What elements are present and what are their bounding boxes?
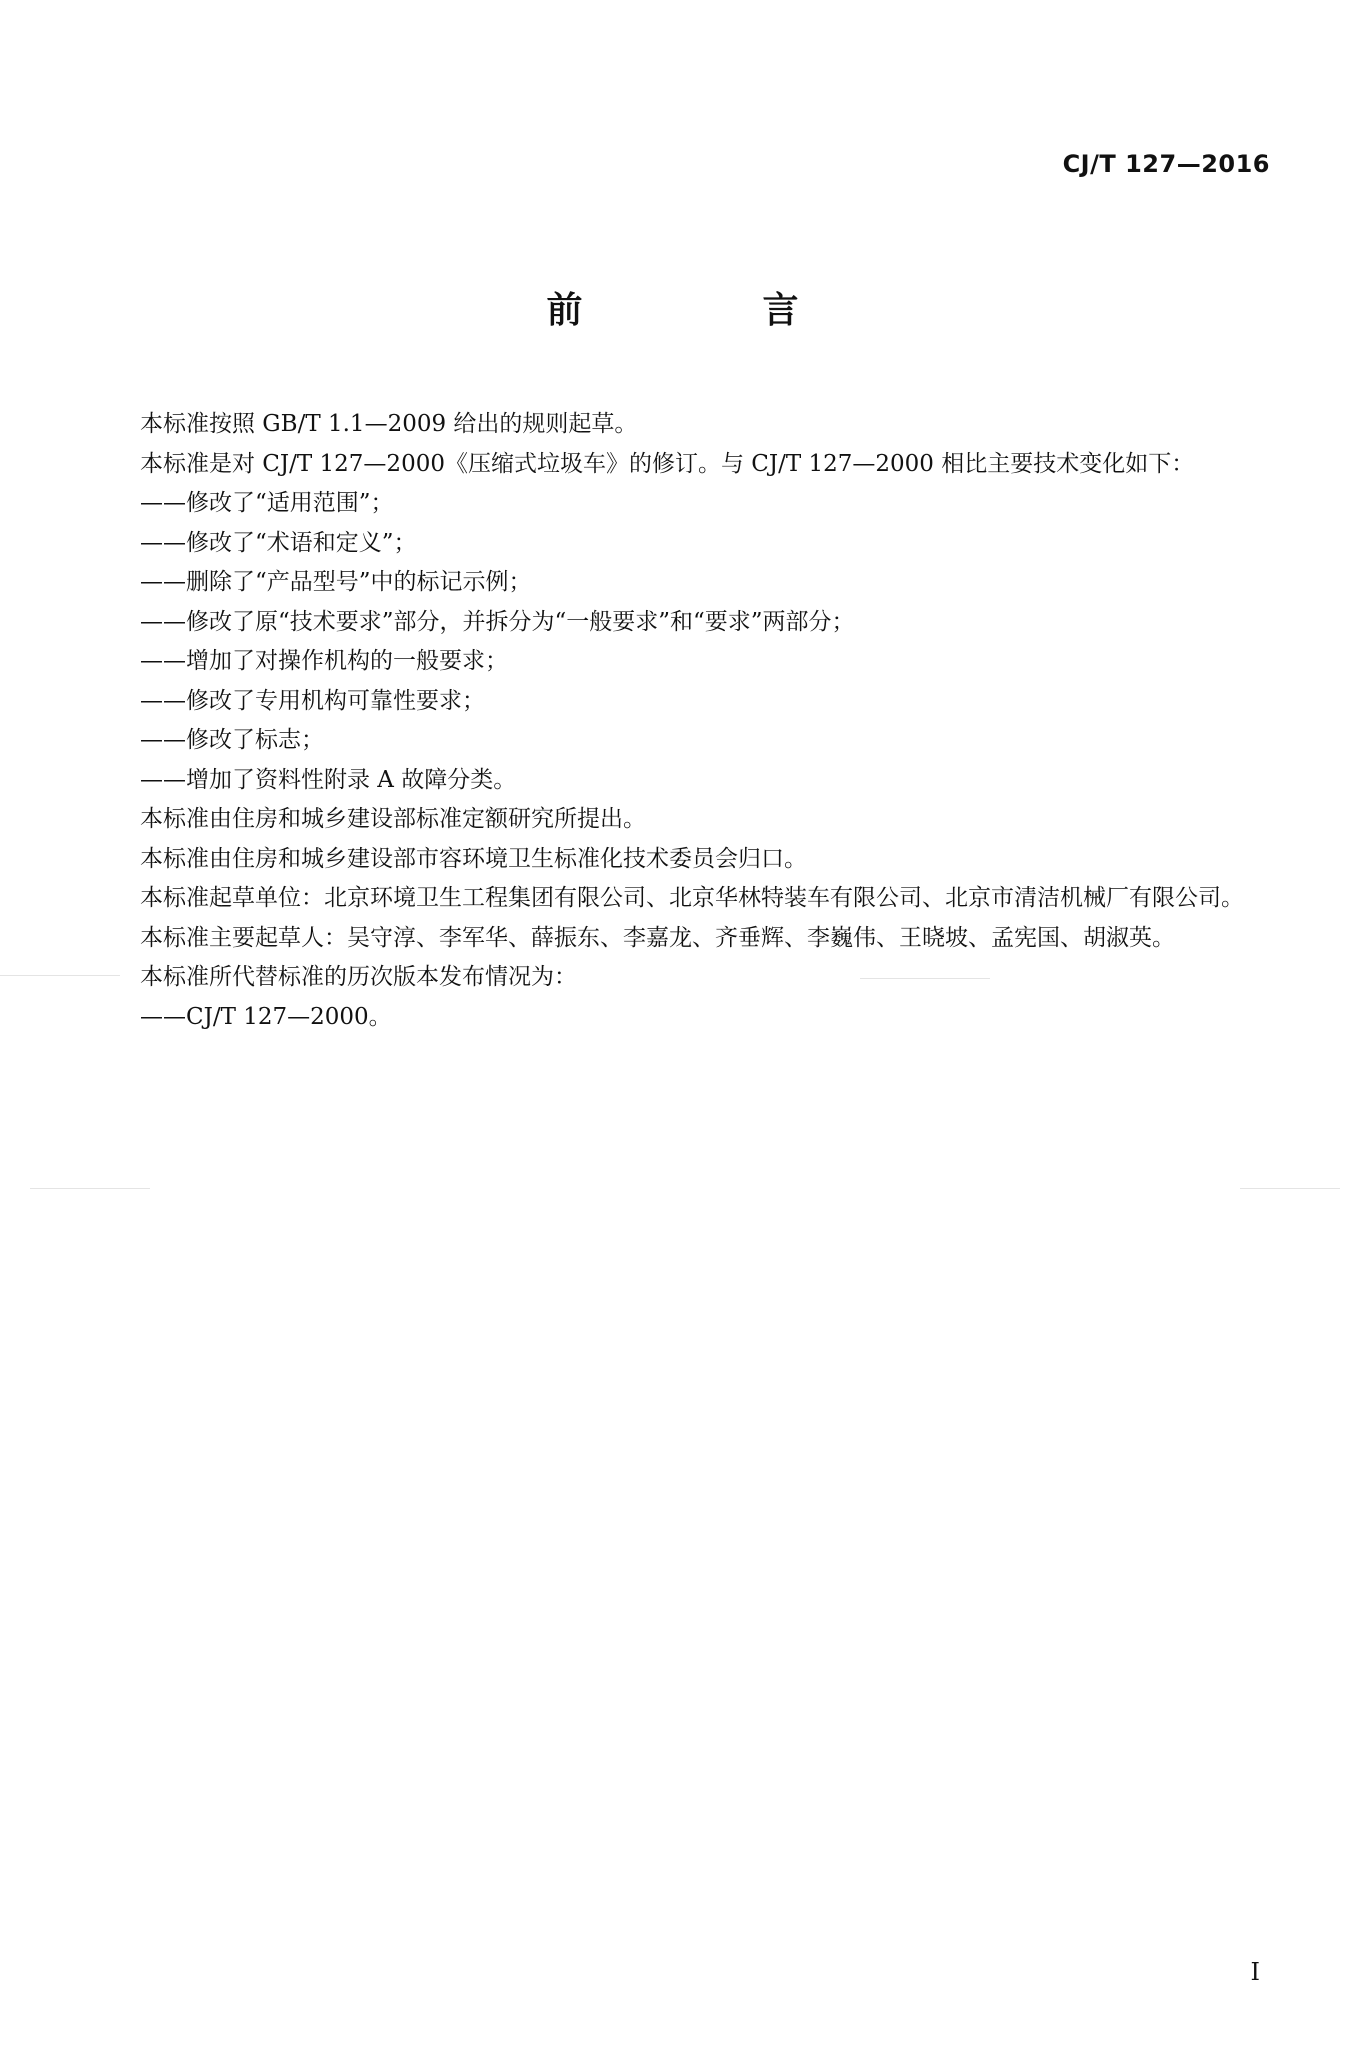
page-number: I [1250, 1958, 1260, 1986]
paragraph-history-intro: 本标准所代替标准的历次版本发布情况为： [140, 964, 577, 990]
paragraph-proposer: 本标准由住房和城乡建设部标准定额研究所提出。 [140, 806, 646, 832]
change-item: ——修改了“术语和定义”； [140, 529, 417, 556]
change-item: ——增加了资料性附录 A 故障分类。 [140, 766, 517, 793]
document-code: CJ/T 127—2016 [1062, 150, 1270, 178]
scan-artifact-line [860, 978, 990, 979]
paragraph-drafting-rules: 本标准按照 GB/T 1.1—2009 给出的规则起草。 [140, 411, 638, 437]
change-item: ——增加了对操作机构的一般要求； [140, 648, 508, 674]
scan-artifact-line [1240, 1188, 1340, 1189]
history-item: ——CJ/T 127—2000。 [140, 1003, 392, 1030]
change-item: ——修改了标志； [140, 727, 324, 753]
change-item: ——修改了“适用范围”； [140, 490, 394, 516]
page-title: 前 言 [546, 290, 871, 331]
change-item: ——修改了原“技术要求”部分，并拆分为“一般要求”和“要求”两部分； [140, 608, 855, 635]
paragraph-drafters: 本标准主要起草人：吴守淳、李军华、薛振东、李嘉龙、齐垂辉、李巍伟、王晓坡、孟宪国、胡淑英。 [140, 924, 1175, 951]
paragraph-committee: 本标准由住房和城乡建设部市容环境卫生标准化技术委员会归口。 [140, 845, 807, 872]
paragraph-drafting-units: 本标准起草单位：北京环境卫生工程集团有限公司、北京华林特装车有限公司、北京市清洁机械厂有限公司。 [140, 885, 1244, 911]
scan-artifact-line [30, 1188, 150, 1189]
paragraph-revision-intro: 本标准是对 CJ/T 127—2000《压缩式垃圾车》的修订。与 CJ/T 127—2000 相比主要技术变化如下： [140, 450, 1195, 477]
foreword-body [88, 405, 1268, 1037]
scan-artifact-line [0, 975, 120, 976]
change-item: ——修改了专用机构可靠性要求； [140, 687, 485, 714]
change-item: ——删除了“产品型号”中的标记示例； [140, 569, 532, 595]
